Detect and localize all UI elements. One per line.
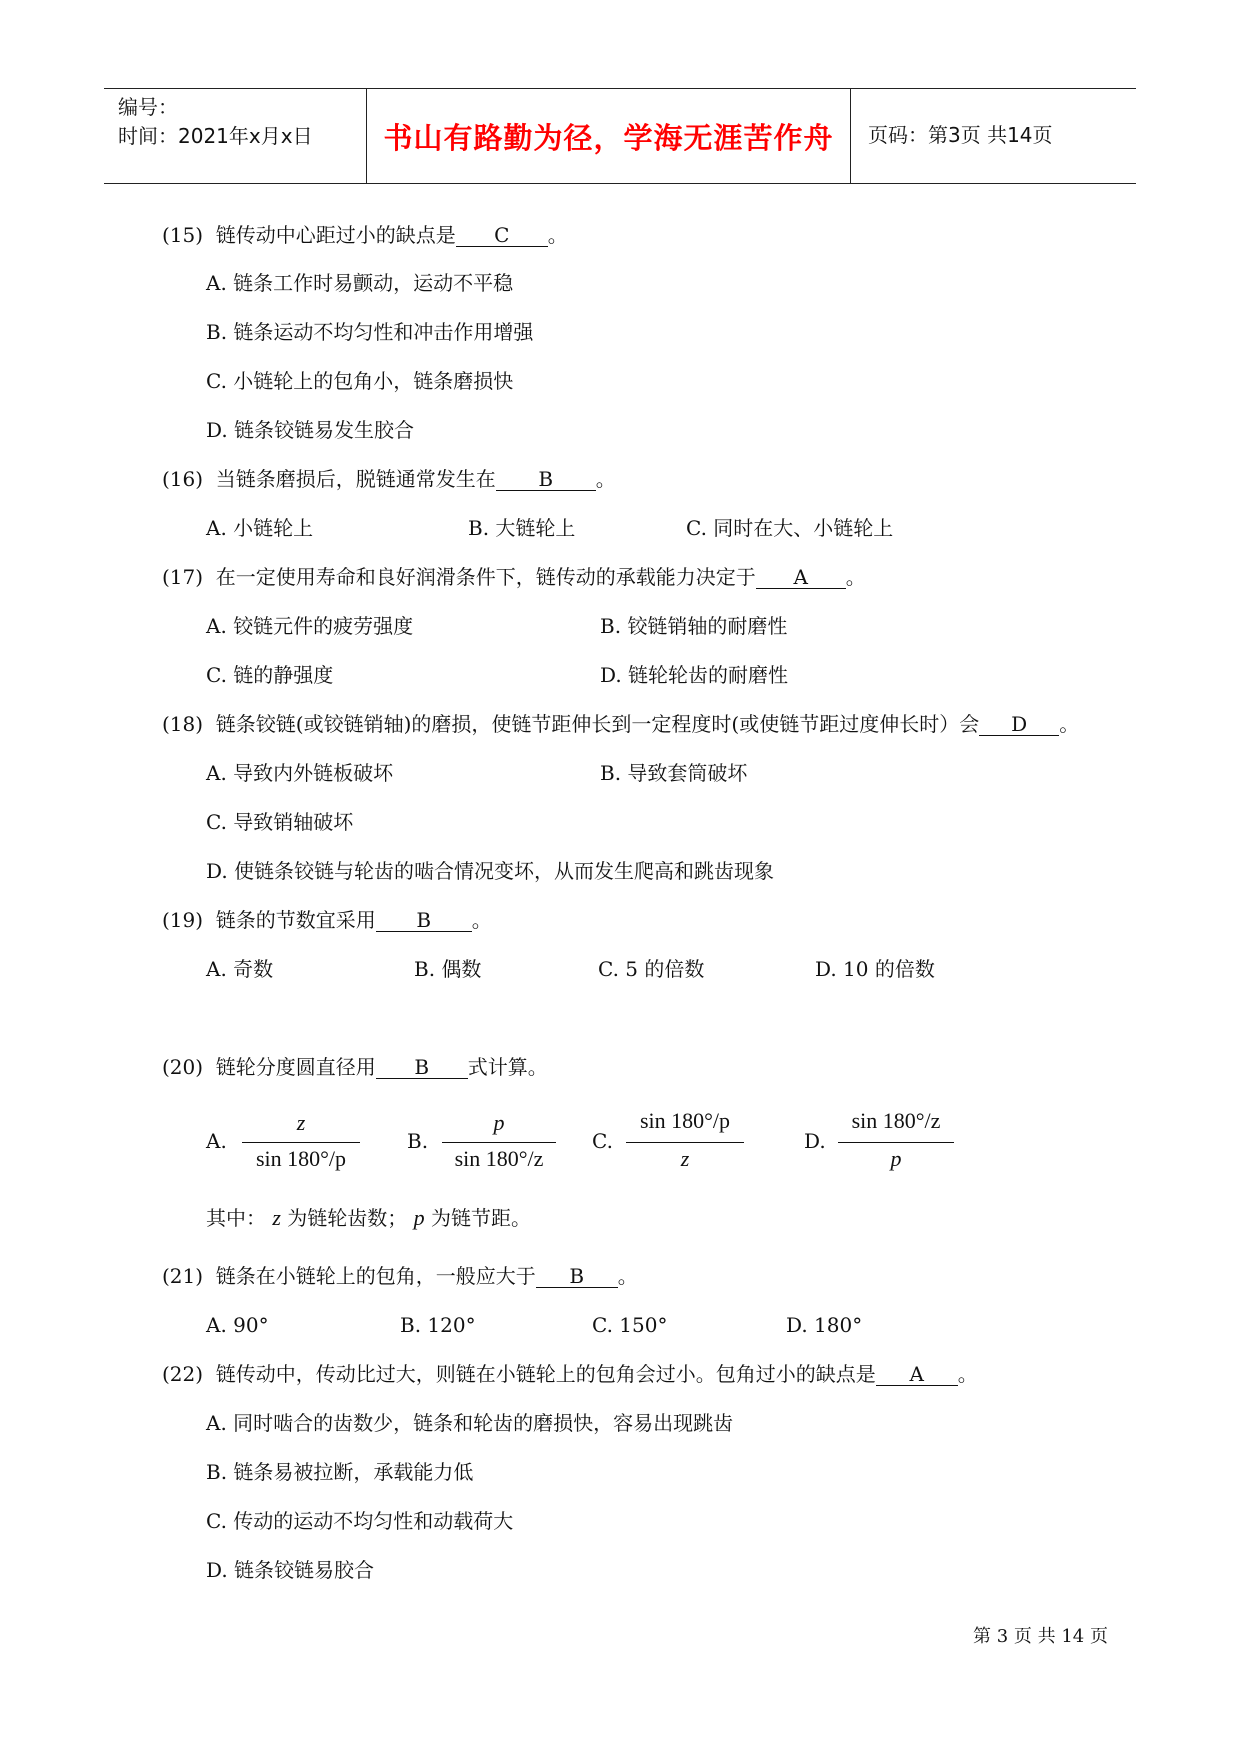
question-tail: 。 [471, 908, 492, 932]
option: A. 导致内外链板破坏 [206, 761, 394, 785]
question-text: 链轮分度圆直径用 [215, 1055, 376, 1079]
fraction-bar [838, 1142, 954, 1143]
formula-denominator: sin 180°/z [454, 1146, 544, 1171]
header-meta [118, 93, 313, 151]
question-tail: 。 [1059, 712, 1080, 736]
header-motto-cell [366, 89, 851, 183]
option: D. 链条铰链易发生胶合 [206, 418, 415, 442]
question-stem [162, 711, 1079, 737]
option: A. [206, 1129, 227, 1153]
question-tail: 。 [617, 1264, 638, 1288]
note-text: 为链轮齿数； [287, 1206, 408, 1230]
formula-note [206, 1205, 531, 1231]
question-stem [162, 222, 568, 248]
question-tail: 。 [595, 467, 616, 491]
question-stem [162, 907, 492, 933]
answer-blank: B [496, 468, 596, 491]
page-footer: 第 3 页 共 14 页 [973, 1626, 1108, 1647]
motto: 书山有路勤为径，学海无涯苦作舟 [383, 120, 834, 155]
page-info: 页码：第3页 共14页 [868, 123, 1053, 147]
question-text: 链传动中心距过小的缺点是 [215, 223, 456, 247]
page-header [104, 88, 1136, 184]
question-number: (16) [162, 467, 204, 491]
option: B. 导致套筒破坏 [600, 761, 748, 785]
question-text: 链条铰链(或铰链销轴)的磨损，使链节距伸长到一定程度时(或使链节距过度伸长时）会 [215, 712, 980, 736]
option: C. 同时在大、小链轮上 [686, 516, 894, 540]
question-text: 当链条磨损后，脱链通常发生在 [215, 467, 496, 491]
formula-denominator: p [890, 1146, 902, 1171]
option: D. 使链条铰链与轮齿的啮合情况变坏，从而发生爬高和跳齿现象 [206, 859, 775, 883]
option: C. 导致销轴破坏 [206, 810, 354, 834]
answer-blank: B [536, 1265, 618, 1288]
option: D. [804, 1129, 826, 1153]
option: B. 铰链销轴的耐磨性 [600, 614, 788, 638]
note-prefix: 其中： [206, 1206, 266, 1230]
answer-blank: B [376, 909, 472, 932]
note-text: 为链节距。 [431, 1206, 531, 1230]
number-label: 编号： [118, 95, 178, 119]
question-stem [162, 1361, 978, 1387]
question-tail: 。 [845, 565, 866, 589]
formula-option-b [442, 1108, 556, 1174]
question-tail: 式计算。 [467, 1055, 548, 1079]
option: C. [592, 1129, 613, 1153]
question-stem [162, 466, 616, 492]
note-symbol-p: p [413, 1205, 425, 1230]
formula-option-a [242, 1108, 360, 1174]
formula-option-d [838, 1108, 954, 1174]
option: C. 小链轮上的包角小，链条磨损快 [206, 369, 514, 393]
option: A. 奇数 [206, 957, 274, 981]
option: A. 铰链元件的疲劳强度 [206, 614, 414, 638]
answer-blank: D [979, 713, 1059, 736]
question-text: 在一定使用寿命和良好润滑条件下，链传动的承载能力决定于 [215, 565, 756, 589]
option: D. 链条铰链易胶合 [206, 1558, 375, 1582]
formula-numerator: sin 180°/p [639, 1108, 731, 1133]
option: A. 90° [206, 1313, 269, 1337]
option: B. 大链轮上 [468, 516, 576, 540]
formula-numerator: z [296, 1110, 306, 1135]
question-number: (22) [162, 1362, 204, 1386]
option: A. 链条工作时易颤动，运动不平稳 [206, 271, 514, 295]
formula-denominator: sin 180°/p [255, 1146, 347, 1171]
option: C. 150° [592, 1313, 668, 1337]
option: B. 链条运动不均匀性和冲击作用增强 [206, 320, 534, 344]
answer-blank: A [876, 1363, 958, 1386]
question-tail: 。 [957, 1362, 978, 1386]
option: C. 5 的倍数 [598, 957, 705, 981]
option: B. 链条易被拉断，承载能力低 [206, 1460, 474, 1484]
question-number: (18) [162, 712, 204, 736]
question-tail: 。 [547, 223, 568, 247]
question-number: (21) [162, 1264, 204, 1288]
answer-blank: A [756, 566, 846, 589]
fraction-bar [626, 1142, 744, 1143]
fraction-bar [242, 1142, 360, 1143]
question-number: (17) [162, 565, 204, 589]
question-text: 链条的节数宜采用 [215, 908, 376, 932]
time-label: 时间：2021年x月x日 [118, 124, 313, 148]
note-symbol-z: z [272, 1205, 281, 1230]
option: A. 小链轮上 [206, 516, 314, 540]
answer-blank: B [376, 1056, 468, 1079]
formula-denominator: z [680, 1146, 690, 1171]
question-stem [162, 1263, 638, 1289]
question-number: (19) [162, 908, 204, 932]
question-number: (20) [162, 1055, 204, 1079]
formula-option-c [626, 1108, 744, 1174]
question-stem [162, 1054, 548, 1080]
option: B. 偶数 [414, 957, 482, 981]
question-text: 链传动中，传动比过大，则链在小链轮上的包角会过小。包角过小的缺点是 [215, 1362, 876, 1386]
option: C. 传动的运动不均匀性和动载荷大 [206, 1509, 514, 1533]
option: A. 同时啮合的齿数少，链条和轮齿的磨损快，容易出现跳齿 [206, 1411, 734, 1435]
formula-numerator: p [493, 1110, 505, 1135]
answer-blank: C [456, 224, 548, 247]
question-stem [162, 564, 866, 590]
fraction-bar [442, 1142, 556, 1143]
question-number: (15) [162, 223, 204, 247]
option: D. 10 的倍数 [815, 957, 935, 981]
option: B. [407, 1129, 429, 1153]
option: D. 链轮轮齿的耐磨性 [600, 663, 789, 687]
option: D. 180° [786, 1313, 863, 1337]
option: C. 链的静强度 [206, 663, 334, 687]
question-text: 链条在小链轮上的包角，一般应大于 [215, 1264, 536, 1288]
formula-numerator: sin 180°/z [851, 1108, 941, 1133]
option: B. 120° [400, 1313, 476, 1337]
